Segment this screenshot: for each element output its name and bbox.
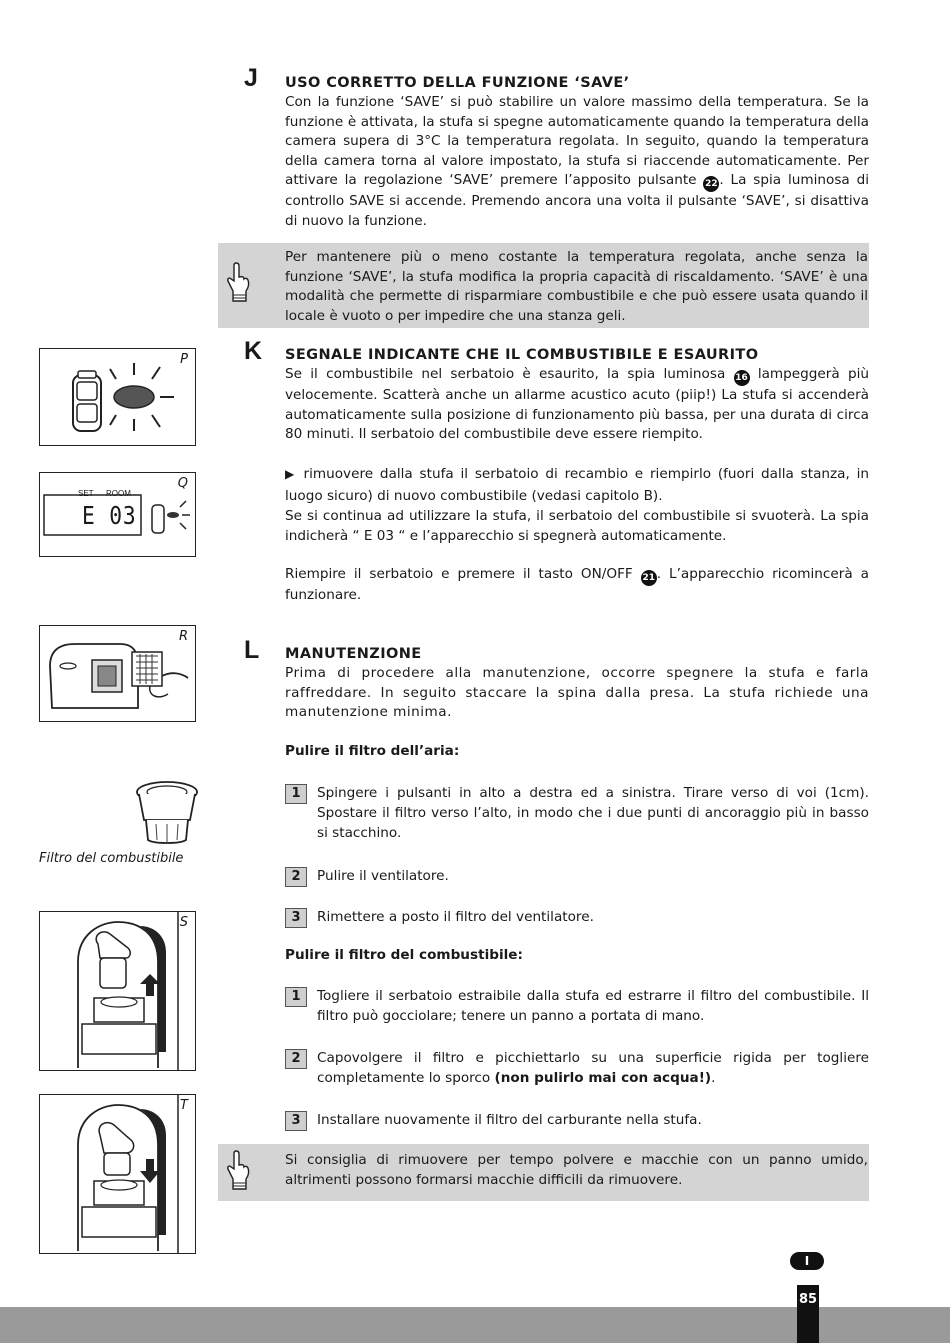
step-number: 3 <box>285 1111 307 1131</box>
figure-r-air-filter <box>39 625 196 722</box>
room-label: ROOM <box>106 489 131 498</box>
note-box-cleaning <box>218 1144 869 1201</box>
restart-paragraph <box>285 565 869 606</box>
figure-p-warning-light <box>39 348 196 446</box>
figure-label: P <box>180 352 188 367</box>
fuel-empty-text-a: Se il combustibile nel serbatoio è esaurito, la spia luminosa <box>285 366 734 382</box>
filter-insertion-illustration <box>40 1095 195 1253</box>
section-letter-l: L <box>244 636 260 664</box>
pointing-hand-icon <box>224 261 252 305</box>
refill-instructions <box>285 464 869 507</box>
figure-t-insert-filter <box>39 1094 196 1254</box>
section-heading-fuel-empty: SEGNALE INDICANTE CHE IL COMBUSTIBILE E ESAURITO <box>285 347 759 363</box>
language-badge: I <box>790 1252 824 1270</box>
fuel-empty-paragraph <box>285 365 869 445</box>
step-text: Installare nuovamente il filtro del carburante nella stufa. <box>317 1112 702 1128</box>
save-text-a: Con la funzione ‘SAVE’ si può stabilire un valore massimo della temperatura. Se la funzione è attivata, la stufa si spegne automaticamente quando la temperatura della camera supera di 3°C la temperatura regolata. In seguito, quando la temperatura della camera torna al valore impostato, la stufa si riaccende automaticamente. Per attivare la regolazione ‘SAVE’ premere l’apposito pulsante <box>285 94 869 189</box>
step-number: 1 <box>285 987 307 1007</box>
page-number: 85 <box>797 1285 819 1343</box>
save-paragraph <box>285 93 869 232</box>
step-warning-bold: (non pulirlo mai con acqua!) <box>494 1069 712 1086</box>
fuel-filter-icon <box>134 778 200 848</box>
save-text-b: . La spia luminosa di controllo SAVE si accende. Premendo ancora una volta il pulsante ‘SAVE’, si disattiva di nuovo la funzione. <box>285 172 869 229</box>
fuel-filter-title: Pulire il filtro del combustibile: <box>285 947 523 963</box>
step-text: Rimettere a posto il filtro del ventilatore. <box>317 909 594 925</box>
error-code-display: E 03 <box>82 501 137 530</box>
refill-text: rimuovere dalla stufa il serbatoio di recambio e riempirlo (fuori dalla stanza, in luogo sicuro) di nuovo combustibile (vedasi capitolo B). <box>285 466 869 504</box>
step-text-a: Capovolgere il filtro e picchiettarlo su una superficie rigida per togliere completamente lo sporco <box>317 1050 869 1086</box>
figure-label: T <box>180 1098 188 1113</box>
air-filter-title: Pulire il filtro dell’aria: <box>285 743 460 759</box>
ref-badge-21: 21 <box>641 570 657 586</box>
bullet-arrow-icon: ▶ <box>285 467 297 481</box>
step-text-b: . <box>711 1069 716 1086</box>
fuel-empty-text-b: lampeggerà più velocemente. Scatterà anche un allarme acustico acuto (piip!) La stufa si accenderà automaticamente sulla posizione di funzionamento più bassa, per una durata di circa 80 minuti. Il serbatoio del combustibile deve essere riempito. <box>285 366 869 443</box>
ref-badge-16: 16 <box>734 370 750 386</box>
blinking-lamp-illustration <box>40 349 195 445</box>
set-label: SET <box>78 489 94 498</box>
step-number: 2 <box>285 1049 307 1069</box>
section-heading-maintenance: MANUTENZIONE <box>285 646 422 662</box>
continue-use-paragraph: Se si continua ad utilizzare la stufa, il serbatoio del combustibile si svuoterà. La spia indicherà “ E 03 “ e l’apparecchio si spegnerà automaticamente. <box>285 508 869 544</box>
maintenance-intro: Prima di procedere alla manutenzione, occorre spegnere la stufa e farla raffreddare. In seguito staccare la spina dalla presa. La stufa richiede una manutenzione minima. <box>285 665 869 721</box>
figure-label: R <box>178 629 188 644</box>
filter-removal-illustration <box>40 912 195 1070</box>
section-heading-save: USO CORRETTO DELLA FUNZIONE ‘SAVE’ <box>285 75 630 91</box>
step-text: Togliere il serbatoio estraibile dalla stufa ed estrarre il filtro del combustibile. Il filtro può gocciolare; tenere un panno a portata di mano. <box>317 988 869 1024</box>
figure-s-remove-filter <box>39 911 196 1071</box>
section-letter-k: K <box>244 337 263 365</box>
figure-label: Q <box>177 476 188 491</box>
figure-label: S <box>179 915 188 930</box>
fuel-filter-caption: Filtro del combustibile <box>39 851 184 866</box>
pointing-hand-icon <box>224 1149 252 1193</box>
note-text-cleaning: Si consiglia di rimuovere per tempo polvere e macchie con un panno umido, altrimenti possono formarsi macchie difficili da rimuovere. <box>285 1152 868 1188</box>
restart-text-a: Riempire il serbatoio e premere il tasto ON/OFF <box>285 566 641 582</box>
ref-badge-22: 22 <box>703 176 719 192</box>
step-number: 2 <box>285 867 307 887</box>
step-number: 1 <box>285 784 307 804</box>
step-text: Pulire il ventilatore. <box>317 868 449 884</box>
figure-q-display <box>39 472 196 557</box>
note-text-save: Per mantenere più o meno costante la temperatura regolata, anche senza la funzione ‘SAVE’, la stufa modifica la propria capacità di riscaldamento. ‘SAVE’ è una modalità che permette di risparmiare combustibile e che può essere usata quando il locale è vuoto o per impedire che una stanza geli. <box>285 249 868 324</box>
heater-filter-illustration <box>40 626 195 721</box>
step-text <box>317 1049 869 1089</box>
section-letter-j: J <box>244 64 258 92</box>
restart-text-b: . L’apparecchio ricomincerà a funzionare. <box>285 566 869 603</box>
step-text: Spingere i pulsanti in alto a destra ed a sinistra. Tirare verso di voi (1cm). Spostare il filtro verso l’alto, in modo che i due punti di ancoraggio più in basso si stacchino. <box>317 785 869 841</box>
step-number: 3 <box>285 908 307 928</box>
note-box-save <box>218 243 869 328</box>
